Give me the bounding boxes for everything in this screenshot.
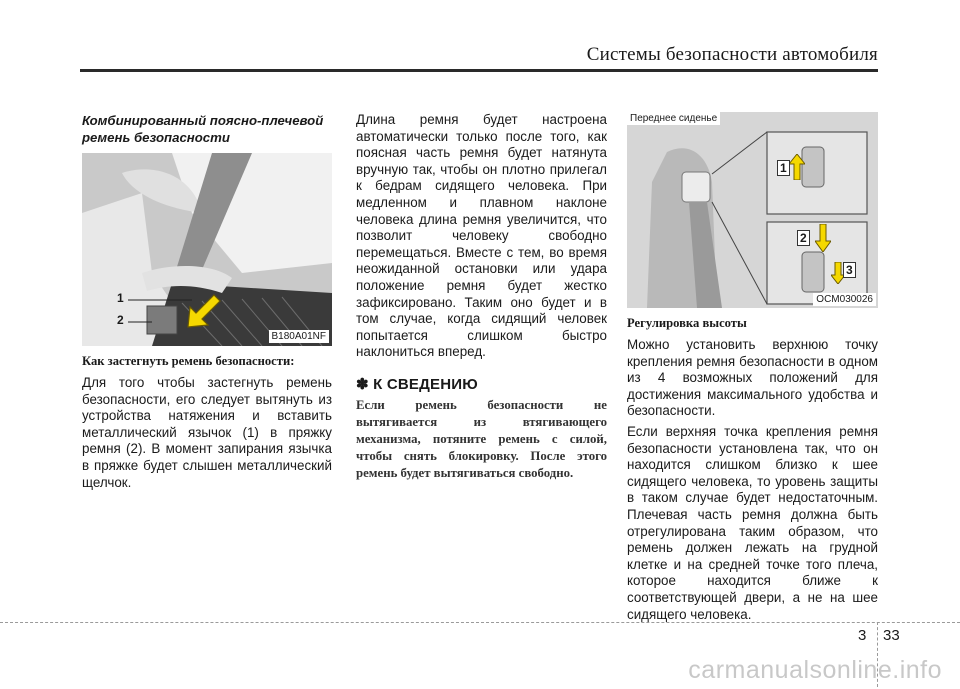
figure-label-2: 2 <box>797 230 810 246</box>
header-rule <box>80 69 878 72</box>
arrow-up-icon <box>789 154 805 180</box>
subheading-fasten: Как застегнуть ремень безопасности: <box>82 354 295 368</box>
figure-label-1: 1 <box>777 160 790 176</box>
figure-label-1: 1 <box>117 291 124 305</box>
paragraph-fasten: Для того чтобы застегнуть ремень безопасности, его следует вытянуть из устройства натяжения и вставить металлический язычок (1) в пряжку ремня (2). В момент запирания язычка в пряжке будет слышен металлический щелчок. <box>82 375 332 490</box>
note-body: Если ремень безопасности не вытягивается из втягивающего механизма, потяните ремень с силой, чтобы снять блокировку. После этого ремень будет вытягиваться свободно. <box>356 397 607 480</box>
subheading-height: Регулировка высоты <box>627 316 747 330</box>
column-middle <box>356 100 607 482</box>
section-heading: Комбинированный поясно-плечевой ремень безопасности <box>82 113 324 145</box>
figure-code: OCM030026 <box>813 293 876 306</box>
figure-label-2: 2 <box>117 313 124 327</box>
page-header-title: Системы безопасности автомобиля <box>586 44 878 65</box>
height-adjust-figure <box>627 112 878 308</box>
figure-top-label: Переднее сиденье <box>627 112 720 125</box>
chapter-number: 3 <box>858 627 867 644</box>
figure-label-3: 3 <box>843 262 856 278</box>
footer-rule <box>0 622 960 623</box>
paragraph-height-2: Если верхняя точка крепления ремня безопасности установлена так, что он находится слишком близко к шее сидящего человека, то уровень защиты в таком случае будет недостаточным. Плечевая часть ремня должна быть отрегулирована таким образом, что ремень должен лежать на грудной клетке и на средней точке того плеча, которое находится ближе к соответствующей двери, а не на шее сидящего человека. <box>627 423 878 622</box>
column-right <box>627 100 878 623</box>
paragraph-height-1: Можно установить верхнюю точку крепления ремня безопасности в одном из 4 возможных положений для достижения максимального удобства и безопасности. <box>627 337 878 419</box>
seatbelt-buckle-figure <box>82 153 332 346</box>
column-left <box>82 100 332 491</box>
paragraph-length: Длина ремня будет настроена автоматически только после того, как поясная часть ремня будет натянута вручную так, чтобы он плотно прилегал к бедрам сидящего человека. При медленном и плавном наклоне человека длина ремня увеличится, что позволит человеку свободно перемещаться. Вместе с тем, во время неожиданной остановки или удара положение ремня будет жестко зафиксировано. Таким оно будет и в том случае, когда сидящий человек попытается слишком быстро наклониться вперед. <box>356 112 607 360</box>
page-number: 33 <box>883 627 900 644</box>
arrow-icon <box>184 291 224 331</box>
note-heading: ✽ К СВЕДЕНИЮ <box>356 375 478 393</box>
arrow-down-icon <box>815 224 831 252</box>
watermark: carmanualsonline.info <box>688 656 942 684</box>
figure-code: B180A01NF <box>269 330 329 343</box>
